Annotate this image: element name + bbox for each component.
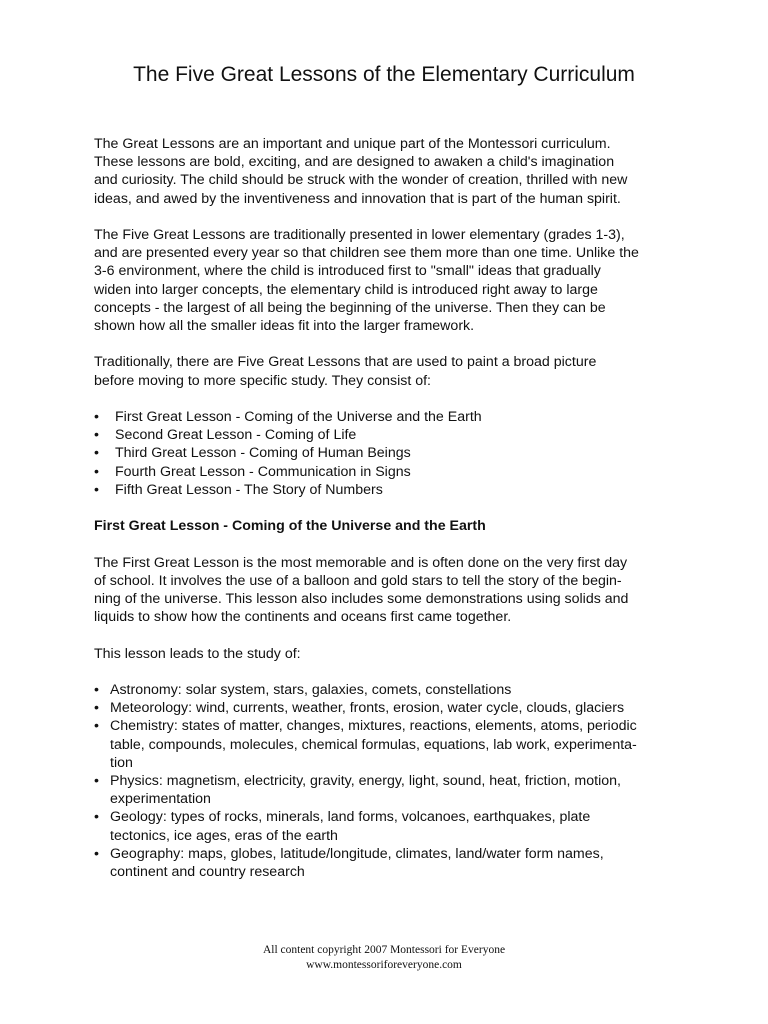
text-line: and are presented every year so that children see them more than one time. Unlike the bbox=[94, 245, 639, 262]
text-line: The First Great Lesson is the most memorable and is often done on the very first day bbox=[94, 554, 628, 571]
study-line: experimentation bbox=[110, 791, 211, 808]
text-line: Traditionally, there are Five Great Lessons that are used to paint a broad picture bbox=[94, 354, 597, 371]
section-heading: First Great Lesson - Coming of the Universe and the Earth bbox=[94, 518, 486, 535]
bullet-icon: • bbox=[94, 718, 99, 735]
text-line: and curiosity. The child should be struck with the wonder of creation, thrilled with new bbox=[94, 172, 628, 189]
bullet-icon: • bbox=[94, 427, 99, 444]
bullet-icon: • bbox=[94, 845, 99, 862]
study-line: table, compounds, molecules, chemical formulas, equations, lab work, experimenta- bbox=[110, 736, 637, 753]
list-item bbox=[94, 717, 684, 772]
page-title: The Five Great Lessons of the Elementary Curriculum bbox=[133, 63, 635, 86]
list-item bbox=[94, 444, 684, 462]
intro-paragraph bbox=[94, 135, 684, 208]
bullet-icon: • bbox=[94, 809, 99, 826]
bullet-icon: • bbox=[94, 445, 99, 462]
text-line: These lessons are bold, exciting, and are designed to awaken a child's imagination bbox=[94, 154, 615, 171]
bullet-icon: • bbox=[94, 681, 99, 698]
study-line: Physics: magnetism, electricity, gravity, energy, light, sound, heat, friction, motion, bbox=[110, 773, 621, 789]
study-line: tion bbox=[110, 754, 133, 771]
text-line: before moving to more specific study. They consist of: bbox=[94, 372, 431, 389]
text-line: 3-6 environment, where the child is introduced first to "small" ideas that gradually bbox=[94, 263, 601, 280]
study-line: Astronomy: solar system, stars, galaxies, comets, constellations bbox=[110, 681, 512, 698]
text-line: of school. It involves the use of a balloon and gold stars to tell the story of the begin- bbox=[94, 572, 622, 589]
study-line: tectonics, ice ages, eras of the earth bbox=[110, 827, 338, 844]
list-item bbox=[94, 481, 684, 499]
leads-to-text: This lesson leads to the study of: bbox=[94, 645, 301, 662]
study-line: Geography: maps, globes, latitude/longitude, climates, land/water form names, bbox=[110, 845, 604, 862]
copyright-text: All content copyright 2007 Montessori for Everyone bbox=[262, 944, 506, 956]
list-item bbox=[94, 463, 684, 481]
lesson-label: Second Great Lesson - Coming of Life bbox=[115, 427, 357, 444]
bullet-icon: • bbox=[94, 700, 99, 717]
website-url: www.montessoriforeveryone.com bbox=[306, 959, 462, 971]
presentation-paragraph bbox=[94, 226, 684, 335]
study-line: Chemistry: states of matter, changes, mixtures, reactions, elements, atoms, periodic bbox=[110, 718, 637, 735]
text-line: ideas, and awed by the inventiveness and innovation that is part of the human spirit. bbox=[94, 190, 621, 207]
list-item bbox=[94, 772, 684, 808]
text-line: shown how all the smaller ideas fit into the larger framework. bbox=[94, 318, 475, 335]
page-footer bbox=[0, 943, 768, 973]
text-line: liquids to show how the continents and oceans first came together. bbox=[94, 609, 512, 626]
study-line: continent and country research bbox=[110, 864, 305, 881]
bullet-icon: • bbox=[94, 481, 99, 498]
first-lesson-paragraph bbox=[94, 554, 684, 627]
lesson-label: Third Great Lesson - Coming of Human Beings bbox=[115, 445, 411, 462]
lesson-label: Fifth Great Lesson - The Story of Numbers bbox=[115, 481, 383, 498]
lesson-label: Fourth Great Lesson - Communication in Signs bbox=[115, 463, 411, 480]
study-line: Meteorology: wind, currents, weather, fronts, erosion, water cycle, clouds, glaciers bbox=[110, 700, 625, 717]
list-item bbox=[94, 699, 684, 717]
document-body bbox=[94, 135, 684, 881]
text-line: ning of the universe. This lesson also includes some demonstrations using solids and bbox=[94, 591, 629, 607]
lesson-label: First Great Lesson - Coming of the Universe and the Earth bbox=[115, 409, 482, 425]
list-item bbox=[94, 408, 684, 426]
study-list bbox=[94, 681, 684, 881]
text-line: The Great Lessons are an important and unique part of the Montessori curriculum. bbox=[94, 136, 611, 152]
bullet-icon: • bbox=[94, 773, 99, 789]
bullet-icon: • bbox=[94, 463, 99, 480]
bullet-icon: • bbox=[94, 409, 99, 425]
list-item bbox=[94, 845, 684, 881]
list-item bbox=[94, 681, 684, 699]
study-line: Geology: types of rocks, minerals, land forms, volcanoes, earthquakes, plate bbox=[110, 809, 591, 826]
text-line: widen into larger concepts, the elementary child is introduced right away to large bbox=[94, 281, 598, 298]
text-line: concepts - the largest of all being the beginning of the universe. Then they can be bbox=[94, 299, 606, 316]
list-item bbox=[94, 808, 684, 844]
text-line: The Five Great Lessons are traditionally presented in lower elementary (grades 1-3), bbox=[94, 227, 625, 243]
list-item bbox=[94, 426, 684, 444]
lesson-list bbox=[94, 408, 684, 499]
consist-paragraph bbox=[94, 353, 684, 389]
